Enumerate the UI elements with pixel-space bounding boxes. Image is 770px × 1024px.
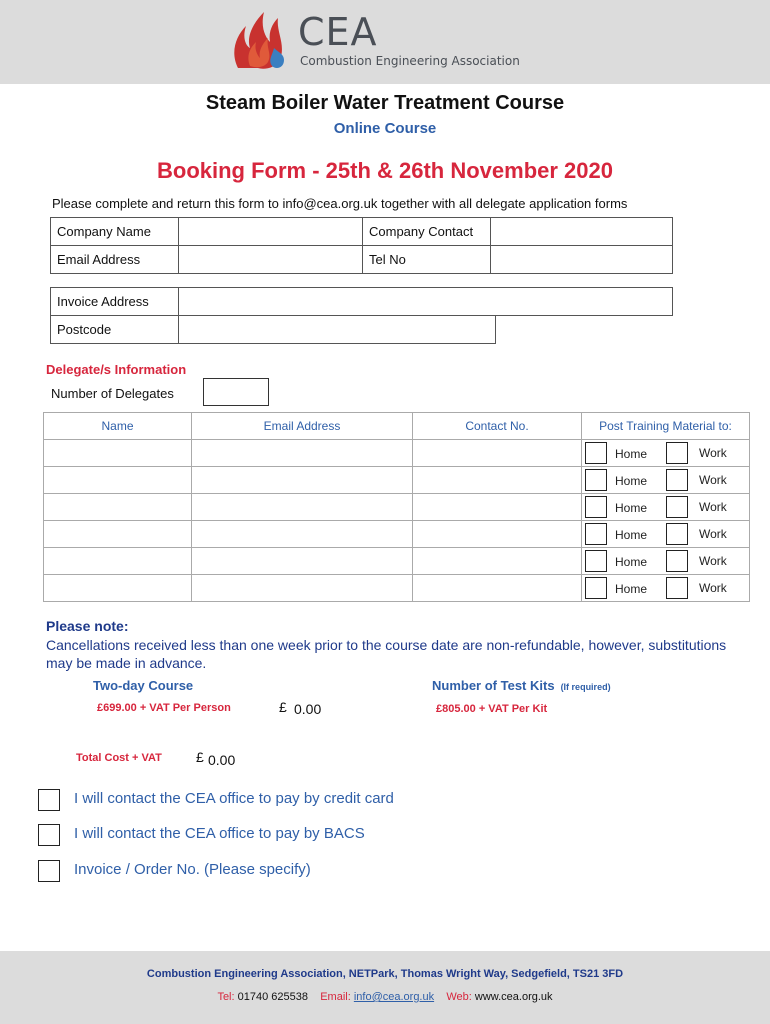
home-label: Home [615, 447, 648, 461]
home-checkbox[interactable] [585, 550, 607, 572]
delegate-name-field[interactable] [44, 494, 192, 521]
kit-price: £805.00 + VAT Per Kit [436, 703, 548, 715]
work-label: Work [699, 500, 727, 514]
work-label: Work [699, 446, 727, 460]
pay-credit-card-label: I will contact the CEA office to pay by credit card [74, 790, 394, 807]
work-label: Work [699, 581, 727, 595]
company-contact-field[interactable] [491, 218, 673, 246]
cea-logo [228, 8, 548, 74]
delegate-table [43, 412, 750, 602]
course-heading: Two-day Course [93, 678, 194, 693]
work-checkbox[interactable] [666, 577, 688, 599]
postcode-extra-field[interactable] [496, 316, 673, 344]
work-checkbox[interactable] [666, 442, 688, 464]
col-name-header: Name [44, 413, 192, 440]
invoice-address-label: Invoice Address [51, 288, 179, 316]
work-checkbox[interactable] [666, 469, 688, 491]
course-subtitle: Online Course [333, 120, 437, 137]
kit-required-note: (If required) [560, 682, 611, 692]
invoice-order-checkbox[interactable] [38, 860, 60, 882]
delegate-row [44, 440, 750, 467]
home-checkbox[interactable] [585, 442, 607, 464]
logo-subtitle: Combustion Engineering Association [300, 54, 520, 68]
total-currency: £ [196, 749, 204, 765]
pay-credit-card-checkbox[interactable] [38, 789, 60, 811]
course-currency: £ [279, 699, 287, 715]
post-material-cell [582, 494, 750, 521]
delegate-row [44, 467, 750, 494]
booking-title: Booking Form - 25th & 26th November 2020 [157, 158, 613, 183]
footer-web-label: Web: [446, 991, 472, 1003]
delegate-name-field[interactable] [44, 467, 192, 494]
home-label: Home [615, 528, 648, 542]
kit-heading [432, 678, 611, 693]
home-label: Home [615, 555, 648, 569]
course-amount-field[interactable]: 0.00 [294, 701, 322, 717]
delegate-row [44, 575, 750, 602]
work-label: Work [699, 473, 727, 487]
delegate-name-field[interactable] [44, 521, 192, 548]
number-of-delegates-input[interactable] [203, 378, 269, 406]
footer-tel: 01740 625538 [237, 991, 308, 1003]
footer-email-link[interactable]: info@cea.org.uk [353, 991, 435, 1003]
intro-text: Please complete and return this form to info@cea.org.uk together with all delegate application forms [52, 196, 628, 211]
delegate-contact-field[interactable] [413, 548, 582, 575]
postcode-label: Postcode [51, 316, 179, 344]
note-heading: Please note: [46, 618, 129, 634]
postcode-field[interactable] [179, 316, 496, 344]
home-label: Home [615, 501, 648, 515]
footer-band [0, 951, 770, 1024]
delegate-contact-field[interactable] [413, 575, 582, 602]
email-label: Email Address [51, 246, 179, 274]
work-label: Work [699, 527, 727, 541]
col-contact-header: Contact No. [413, 413, 582, 440]
post-material-cell [582, 548, 750, 575]
footer-address: Combustion Engineering Association, NETPark, Thomas Wright Way, Sedgefield, TS21 3FD [146, 968, 624, 980]
pay-bacs-label: I will contact the CEA office to pay by BACS [74, 825, 365, 842]
post-material-cell [582, 440, 750, 467]
delegate-heading: Delegate/s Information [46, 362, 187, 377]
work-checkbox[interactable] [666, 496, 688, 518]
home-label: Home [615, 582, 648, 596]
footer-email-label: Email: [320, 991, 351, 1003]
invoice-order-label: Invoice / Order No. (Please specify) [74, 861, 311, 878]
delegate-name-field[interactable] [44, 575, 192, 602]
work-checkbox[interactable] [666, 523, 688, 545]
flame-logo-icon [228, 8, 292, 72]
tel-field[interactable] [491, 246, 673, 274]
note-text: Cancellations received less than one week prior to the course date are non-refundable, however, substitutions may be made in advance. [46, 637, 727, 671]
delegate-contact-field[interactable] [413, 440, 582, 467]
delegate-email-field[interactable] [192, 440, 413, 467]
footer-tel-label: Tel: [217, 991, 235, 1003]
kit-heading-text: Number of Test Kits [432, 678, 555, 693]
delegate-row [44, 548, 750, 575]
invoice-address-field[interactable] [179, 288, 673, 316]
work-label: Work [699, 554, 727, 568]
logo-text: CEA [298, 10, 378, 54]
company-name-label: Company Name [51, 218, 179, 246]
tel-label: Tel No [363, 246, 491, 274]
col-email-header: Email Address [192, 413, 413, 440]
course-price: £699.00 + VAT Per Person [97, 702, 231, 714]
course-title: Steam Boiler Water Treatment Course [205, 92, 565, 114]
post-material-cell [582, 575, 750, 602]
post-material-cell [582, 521, 750, 548]
delegate-name-field[interactable] [44, 548, 192, 575]
home-checkbox[interactable] [585, 523, 607, 545]
home-label: Home [615, 474, 648, 488]
col-post-material-header: Post Training Material to: [582, 413, 750, 440]
delegate-name-field[interactable] [44, 440, 192, 467]
delegate-email-field[interactable] [192, 575, 413, 602]
delegate-email-field[interactable] [192, 467, 413, 494]
company-name-field[interactable] [179, 218, 363, 246]
delegate-row [44, 494, 750, 521]
post-material-cell [582, 467, 750, 494]
company-contact-label: Company Contact [363, 218, 491, 246]
delegate-contact-field[interactable] [413, 494, 582, 521]
email-field[interactable] [179, 246, 363, 274]
delegate-contact-field[interactable] [413, 467, 582, 494]
delegate-email-field[interactable] [192, 521, 413, 548]
work-checkbox[interactable] [666, 550, 688, 572]
pay-bacs-checkbox[interactable] [38, 824, 60, 846]
footer-web[interactable]: www.cea.org.uk [474, 991, 553, 1003]
invoice-table [50, 287, 673, 344]
footer-contact [0, 991, 770, 1003]
company-table [50, 217, 673, 274]
delegate-contact-field[interactable] [413, 521, 582, 548]
delegate-row [44, 521, 750, 548]
delegate-email-field[interactable] [192, 548, 413, 575]
total-amount: 0.00 [208, 752, 236, 768]
home-checkbox[interactable] [585, 469, 607, 491]
number-of-delegates-label: Number of Delegates [51, 386, 174, 401]
home-checkbox[interactable] [585, 577, 607, 599]
delegate-email-field[interactable] [192, 494, 413, 521]
total-label: Total Cost + VAT [76, 752, 162, 764]
home-checkbox[interactable] [585, 496, 607, 518]
